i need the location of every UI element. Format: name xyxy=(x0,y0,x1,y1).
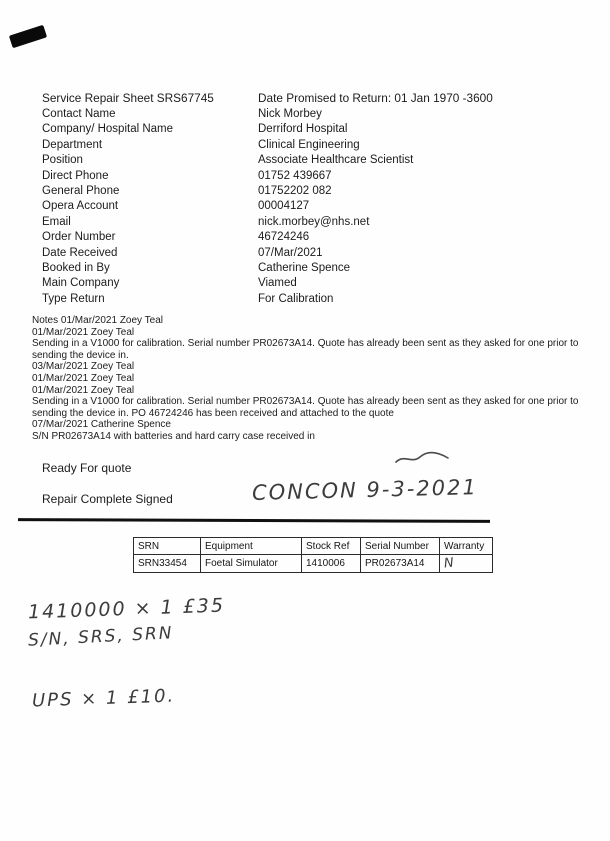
field-row xyxy=(42,123,580,138)
horizontal-divider xyxy=(18,518,490,522)
field-row xyxy=(42,293,580,308)
cell-serial-number: PR02673A14 xyxy=(361,555,440,573)
field-label: Department xyxy=(42,138,103,151)
field-row xyxy=(42,139,580,154)
field-label: Contact Name xyxy=(42,108,116,120)
field-row xyxy=(42,231,580,246)
field-value: Nick Morbey xyxy=(258,108,322,120)
col-header-warranty: Warranty xyxy=(440,538,493,555)
col-header-stock-ref: Stock Ref xyxy=(302,538,361,555)
field-value: 01752 439667 xyxy=(258,169,332,182)
note-line: 01/Mar/2021 Zoey Teal xyxy=(32,372,135,384)
field-label: Opera Account xyxy=(42,200,119,213)
note-line: 01/Mar/2021 Zoey Teal xyxy=(32,326,135,338)
table-header-row xyxy=(134,538,493,555)
field-label: General Phone xyxy=(42,184,120,197)
cell-stock-ref: 1410006 xyxy=(302,555,361,573)
field-value: 00004127 xyxy=(258,200,310,213)
repair-complete-signed-label: Repair Complete Signed xyxy=(42,492,173,506)
field-row xyxy=(42,108,580,123)
field-row xyxy=(42,170,580,185)
handwritten-warranty-mark: N xyxy=(443,555,455,572)
date-promised-text: Date Promised to Return: 01 Jan 1970 -3600 xyxy=(258,91,493,105)
field-row xyxy=(42,262,580,277)
field-value: nick.morbey@nhs.net xyxy=(258,215,370,228)
field-label: Company/ Hospital Name xyxy=(42,123,174,136)
cell-warranty xyxy=(440,555,493,573)
field-value: Catherine Spence xyxy=(258,261,351,274)
field-row xyxy=(42,216,580,231)
note-line: 01/Mar/2021 Zoey Teal xyxy=(32,384,135,396)
col-header-equipment: Equipment xyxy=(201,538,302,555)
notes-section xyxy=(32,315,582,443)
handwritten-signature: CONCON 9-3-2021 xyxy=(251,475,479,505)
field-label: Direct Phone xyxy=(42,169,109,182)
field-value: Viamed xyxy=(258,277,297,290)
field-label: Email xyxy=(42,215,71,228)
handwritten-note-price-2: UPS × 1 £10. xyxy=(31,685,176,712)
note-line: Notes 01/Mar/2021 Zoey Teal xyxy=(32,315,164,326)
field-value: Clinical Engineering xyxy=(258,138,360,151)
field-label: Position xyxy=(42,154,83,167)
equipment-table xyxy=(133,537,493,573)
field-value: 46724246 xyxy=(258,231,310,244)
field-label: Date Received xyxy=(42,246,118,259)
field-value: For Calibration xyxy=(258,292,334,305)
note-line: S/N PR02673A14 with batteries and hard carry case received in xyxy=(32,430,315,442)
handwritten-note-price-1: 1410000 × 1 £35 xyxy=(27,594,226,624)
field-label: Type Return xyxy=(42,292,105,305)
scan-artifact-mark xyxy=(9,25,47,48)
cell-equipment: Foetal Simulator xyxy=(201,555,302,573)
field-row xyxy=(42,185,580,200)
handwritten-note-refs: S/N, SRS, SRN xyxy=(27,623,175,651)
col-header-srn: SRN xyxy=(134,538,201,555)
field-value: Associate Healthcare Scientist xyxy=(258,154,414,167)
cell-srn: SRN33454 xyxy=(134,555,201,573)
field-row xyxy=(42,277,580,292)
field-value: 01752202 082 xyxy=(258,184,332,197)
field-label: Order Number xyxy=(42,231,116,244)
page-title: Service Repair Sheet SRS67745 xyxy=(42,91,214,105)
field-value: Derriford Hospital xyxy=(258,123,348,136)
table-row xyxy=(134,555,493,573)
note-line: Sending in a V1000 for calibration. Serial number PR02673A14. Quote has already been sent as they asked for one prior to sending the device in. PO 46724246 has been received and attached to the quote xyxy=(32,396,579,419)
col-header-serial-number: Serial Number xyxy=(361,538,440,555)
ready-for-quote-label: Ready For quote xyxy=(42,461,132,475)
note-line: 07/Mar/2021 Catherine Spence xyxy=(32,419,171,431)
field-row xyxy=(42,200,580,215)
field-label: Main Company xyxy=(42,277,120,290)
field-value: 07/Mar/2021 xyxy=(258,246,323,259)
note-line: 03/Mar/2021 Zoey Teal xyxy=(32,361,135,373)
field-label: Booked in By xyxy=(42,261,110,274)
field-row xyxy=(42,154,580,169)
contact-fields xyxy=(42,108,580,308)
field-row xyxy=(42,247,580,262)
handwritten-squiggle-icon xyxy=(392,446,452,468)
note-line: Sending in a V1000 for calibration. Serial number PR02673A14. Quote has already been sent as they asked for one prior to sending the device in. xyxy=(32,338,579,361)
document-header xyxy=(42,91,590,105)
